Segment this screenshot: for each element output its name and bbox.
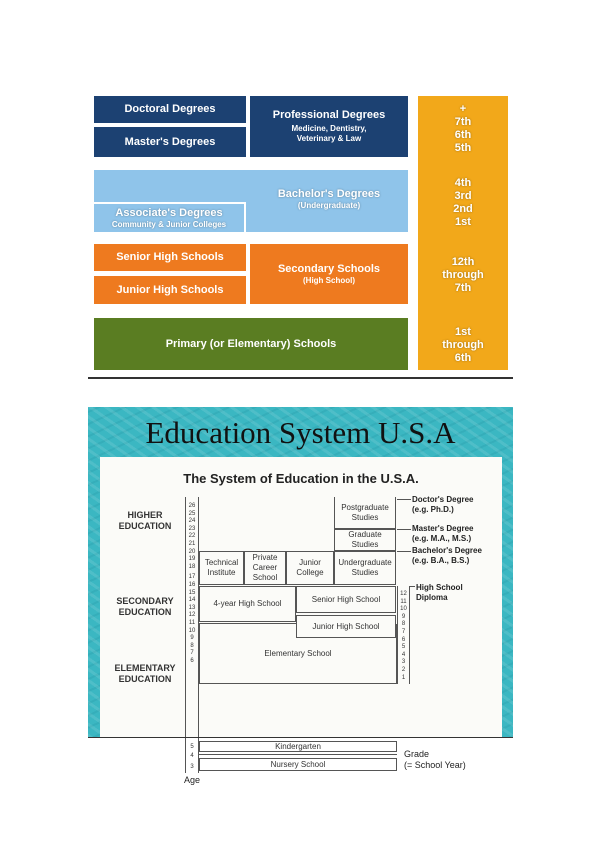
age-number: 14 xyxy=(188,597,196,604)
age-number: 25 xyxy=(188,510,196,517)
bachelors-degrees-subtitle: (Undergraduate) xyxy=(297,200,361,210)
age-number: 21 xyxy=(188,540,196,547)
label-line: (= School Year) xyxy=(404,760,466,770)
divider-line xyxy=(199,754,397,755)
cell-label: Junior College xyxy=(296,558,324,577)
year-label: 7th xyxy=(454,116,472,128)
label-line: EDUCATION xyxy=(118,674,172,684)
label-line: SECONDARY xyxy=(116,596,174,606)
cell-label: Elementary School xyxy=(264,648,332,658)
label-line: EDUCATION xyxy=(118,521,172,531)
cell-label: Undergraduate Studies xyxy=(338,558,392,577)
professional-degrees-subtitle: Medicine, Dentistry, xyxy=(291,124,367,133)
senior-high-school-cell xyxy=(296,586,396,613)
cell-label: 4-year High School xyxy=(213,599,282,608)
age-number: 5 xyxy=(190,744,194,750)
age-number: 22 xyxy=(188,533,196,540)
year-label: 1st xyxy=(455,216,471,228)
age-number: 8 xyxy=(190,642,194,649)
undergraduate-studies-cell xyxy=(334,551,396,585)
cell-label: Kindergarten xyxy=(275,741,321,751)
bracket-line xyxy=(397,499,411,500)
high-school-diploma-label xyxy=(416,583,463,603)
year-label: through xyxy=(442,268,484,281)
age-number: 16 xyxy=(188,581,196,588)
label-line: Grade xyxy=(404,749,430,759)
masters-degrees-label: Master's Degrees xyxy=(124,135,216,148)
grade-numbers xyxy=(398,591,409,682)
professional-degrees-title: Professional Degrees xyxy=(272,109,386,121)
grade-number: 2 xyxy=(401,666,406,673)
elementary-education-label xyxy=(106,663,184,685)
doctoral-degrees-label: Doctoral Degrees xyxy=(124,103,216,115)
label-line: HIGHER xyxy=(127,510,163,520)
top-chart-baseline xyxy=(88,377,513,379)
bracket-line xyxy=(397,551,411,552)
technical-institute-cell xyxy=(199,551,244,585)
bottom-education-chart xyxy=(88,407,513,785)
grade-number: 12 xyxy=(400,591,407,597)
age-number: 15 xyxy=(188,589,196,596)
label-line: Bachelor's Degree xyxy=(412,546,482,555)
age-number: 6 xyxy=(190,657,194,664)
professional-degrees-block xyxy=(250,96,408,157)
age-number: 13 xyxy=(188,604,196,611)
age-number: 11 xyxy=(188,619,196,626)
senior-high-schools-label: Senior High Schools xyxy=(116,251,224,263)
years-secondary xyxy=(418,254,508,296)
cell-label: Nursery School xyxy=(270,759,326,769)
secondary-education-label xyxy=(106,596,184,618)
age-number: 3 xyxy=(190,764,194,770)
age-label: Age xyxy=(184,775,201,785)
year-label: 6th xyxy=(454,129,472,141)
age-number: 19 xyxy=(188,556,196,563)
nursery-school-cell xyxy=(199,758,397,771)
junior-high-schools-block xyxy=(94,276,246,304)
label-line: EDUCATION xyxy=(118,607,172,617)
years-college xyxy=(418,176,508,230)
year-label: 12th xyxy=(451,255,475,268)
age-number: 4 xyxy=(190,753,194,759)
age-number: 24 xyxy=(188,518,196,525)
top-education-chart xyxy=(88,94,513,376)
grade-number: 3 xyxy=(401,659,406,666)
masters-degrees-block xyxy=(94,127,246,157)
grade-number: 8 xyxy=(401,621,406,628)
associates-degrees-block xyxy=(94,202,246,232)
age-number: 18 xyxy=(188,563,196,570)
senior-high-schools-block xyxy=(94,244,246,271)
years-primary xyxy=(418,324,508,366)
secondary-schools-block xyxy=(250,244,408,304)
four-year-high-school-cell xyxy=(199,586,296,622)
bachelors-degrees-title: Bachelor's Degrees xyxy=(277,187,381,200)
cell-label: Graduate Studies xyxy=(348,530,382,549)
grade-number: 7 xyxy=(401,628,406,635)
grade-number: 6 xyxy=(401,636,406,643)
associates-degrees-title: Associate's Degrees xyxy=(115,206,223,219)
label-line: Diploma xyxy=(416,593,448,602)
year-label: 1st xyxy=(455,325,471,338)
grade-number: 1 xyxy=(401,674,406,681)
kindergarten-cell xyxy=(199,741,397,752)
label-line: (e.g. M.A., M.S.) xyxy=(412,534,472,543)
grade-number: 5 xyxy=(401,644,406,651)
age-number: 12 xyxy=(188,612,196,619)
grade-number: 9 xyxy=(401,613,406,620)
age-number: 17 xyxy=(188,574,196,581)
label-line: Doctor's Degree xyxy=(412,495,474,504)
year-label: 6th xyxy=(454,351,472,364)
bachelors-degree-label xyxy=(412,546,482,566)
cell-label: Senior High School xyxy=(311,594,381,604)
masters-degree-label xyxy=(412,524,474,544)
year-label: 4th xyxy=(454,177,472,189)
year-label: 3rd xyxy=(454,190,472,202)
cell-label: Private Career School xyxy=(252,553,278,582)
year-label: + xyxy=(459,103,467,115)
age-number: 26 xyxy=(188,503,196,509)
bottom-chart-baseline xyxy=(88,737,513,738)
banner-title: Education System U.S.A xyxy=(145,415,456,450)
grade-label xyxy=(404,749,466,771)
years-graduate xyxy=(418,102,508,156)
age-number: 20 xyxy=(188,548,196,555)
bachelors-degrees-text xyxy=(250,184,408,214)
postgraduate-studies-cell xyxy=(334,497,396,529)
bracket-line xyxy=(409,586,415,587)
secondary-schools-title: Secondary Schools xyxy=(277,262,381,275)
cell-label: Junior High School xyxy=(312,621,380,631)
grade-number: 4 xyxy=(401,651,406,658)
year-label: 5th xyxy=(454,142,472,154)
grade-axis-right-line xyxy=(409,586,410,684)
diagram-panel xyxy=(100,457,502,785)
associates-degrees-subtitle: Community & Junior Colleges xyxy=(111,219,227,229)
graduate-studies-cell xyxy=(334,529,396,551)
year-label: through xyxy=(442,338,484,351)
primary-schools-block xyxy=(94,318,408,370)
professional-degrees-subtitle-2: Veterinary & Law xyxy=(296,134,362,143)
label-line: ELEMENTARY xyxy=(114,663,176,673)
inner-title: The System of Education in the U.S.A. xyxy=(183,471,419,486)
age-number: 10 xyxy=(188,627,196,634)
junior-college-cell xyxy=(286,551,334,585)
label-line: Master's Degree xyxy=(412,524,474,533)
grade-number: 10 xyxy=(400,606,407,613)
bracket-line xyxy=(397,529,411,530)
doctoral-degrees-block xyxy=(94,96,246,123)
cell-label: Technical Institute xyxy=(204,558,239,577)
age-number: 23 xyxy=(188,525,196,532)
elementary-school-cell xyxy=(199,621,397,684)
label-line: (e.g. Ph.D.) xyxy=(412,505,454,514)
year-label: 2nd xyxy=(453,203,473,215)
age-number: 9 xyxy=(190,635,194,642)
year-label: 7th xyxy=(454,281,472,294)
secondary-schools-subtitle: (High School) xyxy=(303,275,355,285)
doctors-degree-label xyxy=(412,495,473,515)
cell-label: Postgraduate Studies xyxy=(341,502,389,522)
private-career-school-cell xyxy=(244,551,286,585)
junior-high-schools-label: Junior High Schools xyxy=(116,283,224,296)
label-line: (e.g. B.A., B.S.) xyxy=(412,556,470,565)
years-column xyxy=(418,96,508,370)
age-number: 7 xyxy=(190,650,194,657)
primary-schools-label: Primary (or Elementary) Schools xyxy=(165,337,337,350)
grade-number: 11 xyxy=(400,598,407,605)
age-numbers-top xyxy=(186,503,198,665)
label-line: High School xyxy=(416,583,463,592)
age-numbers-bottom xyxy=(186,742,198,774)
higher-education-label xyxy=(110,510,180,532)
